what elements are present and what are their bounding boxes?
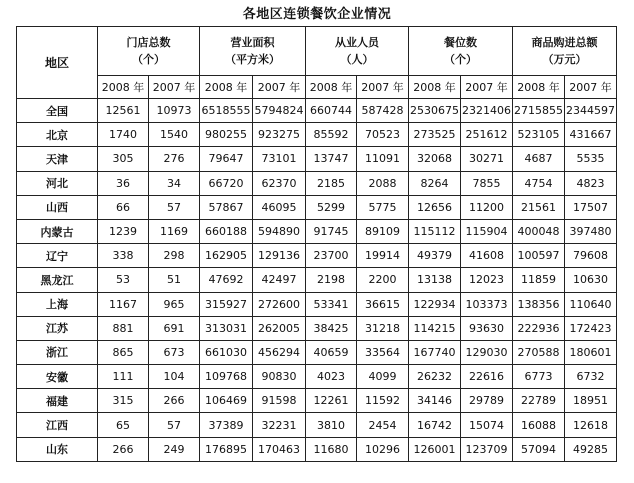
value-cell: 1239 bbox=[98, 219, 149, 243]
value-cell: 315927 bbox=[200, 292, 253, 316]
value-cell: 170463 bbox=[253, 437, 306, 461]
value-cell: 13747 bbox=[306, 147, 357, 171]
header-business-area: 营业面积 （平方米） bbox=[200, 27, 306, 76]
value-cell: 12261 bbox=[306, 389, 357, 413]
year-header: 2008 年 bbox=[98, 76, 149, 99]
table-row bbox=[17, 99, 617, 123]
region-cell: 河北 bbox=[17, 171, 98, 195]
value-cell: 53341 bbox=[306, 292, 357, 316]
value-cell: 2454 bbox=[357, 413, 409, 437]
region-cell: 内蒙古 bbox=[17, 219, 98, 243]
value-cell: 91598 bbox=[253, 389, 306, 413]
year-header: 2007 年 bbox=[357, 76, 409, 99]
value-cell: 10973 bbox=[149, 99, 200, 123]
year-header: 2008 年 bbox=[200, 76, 253, 99]
value-cell: 172423 bbox=[565, 316, 617, 340]
value-cell: 16742 bbox=[409, 413, 461, 437]
value-cell: 65 bbox=[98, 413, 149, 437]
value-cell: 7855 bbox=[461, 171, 513, 195]
table-row bbox=[17, 171, 617, 195]
header-store-count: 门店总数 （个） bbox=[98, 27, 200, 76]
table-row bbox=[17, 268, 617, 292]
value-cell: 126001 bbox=[409, 437, 461, 461]
statistics-table bbox=[16, 26, 617, 462]
value-cell: 100597 bbox=[513, 244, 565, 268]
value-cell: 114215 bbox=[409, 316, 461, 340]
value-cell: 46095 bbox=[253, 195, 306, 219]
value-cell: 115904 bbox=[461, 219, 513, 243]
value-cell: 93630 bbox=[461, 316, 513, 340]
value-cell: 109768 bbox=[200, 365, 253, 389]
value-cell: 660744 bbox=[306, 99, 357, 123]
value-cell: 456294 bbox=[253, 340, 306, 364]
region-cell: 江西 bbox=[17, 413, 98, 437]
value-cell: 2198 bbox=[306, 268, 357, 292]
value-cell: 338 bbox=[98, 244, 149, 268]
year-header: 2008 年 bbox=[306, 76, 357, 99]
value-cell: 40659 bbox=[306, 340, 357, 364]
value-cell: 122934 bbox=[409, 292, 461, 316]
value-cell: 103373 bbox=[461, 292, 513, 316]
value-cell: 6732 bbox=[565, 365, 617, 389]
value-cell: 660188 bbox=[200, 219, 253, 243]
value-cell: 57867 bbox=[200, 195, 253, 219]
value-cell: 57 bbox=[149, 195, 200, 219]
value-cell: 89109 bbox=[357, 219, 409, 243]
value-cell: 3810 bbox=[306, 413, 357, 437]
value-cell: 1540 bbox=[149, 123, 200, 147]
value-cell: 262005 bbox=[253, 316, 306, 340]
value-cell: 661030 bbox=[200, 340, 253, 364]
value-cell: 30271 bbox=[461, 147, 513, 171]
value-cell: 66720 bbox=[200, 171, 253, 195]
value-cell: 176895 bbox=[200, 437, 253, 461]
value-cell: 11091 bbox=[357, 147, 409, 171]
header-seats: 餐位数 （个） bbox=[409, 27, 513, 76]
value-cell: 16088 bbox=[513, 413, 565, 437]
year-header: 2008 年 bbox=[409, 76, 461, 99]
value-cell: 5794824 bbox=[253, 99, 306, 123]
region-cell: 全国 bbox=[17, 99, 98, 123]
value-cell: 6773 bbox=[513, 365, 565, 389]
table-row bbox=[17, 123, 617, 147]
value-cell: 11592 bbox=[357, 389, 409, 413]
value-cell: 1740 bbox=[98, 123, 149, 147]
value-cell: 673 bbox=[149, 340, 200, 364]
value-cell: 273525 bbox=[409, 123, 461, 147]
value-cell: 23700 bbox=[306, 244, 357, 268]
value-cell: 111 bbox=[98, 365, 149, 389]
value-cell: 138356 bbox=[513, 292, 565, 316]
value-cell: 41608 bbox=[461, 244, 513, 268]
value-cell: 12561 bbox=[98, 99, 149, 123]
value-cell: 2530675 bbox=[409, 99, 461, 123]
value-cell: 12618 bbox=[565, 413, 617, 437]
value-cell: 37389 bbox=[200, 413, 253, 437]
year-header: 2007 年 bbox=[565, 76, 617, 99]
value-cell: 62370 bbox=[253, 171, 306, 195]
table-row bbox=[17, 389, 617, 413]
value-cell: 36 bbox=[98, 171, 149, 195]
value-cell: 70523 bbox=[357, 123, 409, 147]
region-cell: 辽宁 bbox=[17, 244, 98, 268]
value-cell: 17507 bbox=[565, 195, 617, 219]
value-cell: 21561 bbox=[513, 195, 565, 219]
value-cell: 22616 bbox=[461, 365, 513, 389]
region-cell: 上海 bbox=[17, 292, 98, 316]
value-cell: 32231 bbox=[253, 413, 306, 437]
header-purchase-total: 商品购进总额 （万元） bbox=[513, 27, 617, 76]
value-cell: 12656 bbox=[409, 195, 461, 219]
value-cell: 73101 bbox=[253, 147, 306, 171]
value-cell: 29789 bbox=[461, 389, 513, 413]
table-row bbox=[17, 292, 617, 316]
header-employees: 从业人员 （人） bbox=[306, 27, 409, 76]
value-cell: 272600 bbox=[253, 292, 306, 316]
value-cell: 42497 bbox=[253, 268, 306, 292]
value-cell: 4823 bbox=[565, 171, 617, 195]
value-cell: 90830 bbox=[253, 365, 306, 389]
value-cell: 397480 bbox=[565, 219, 617, 243]
table-row bbox=[17, 413, 617, 437]
value-cell: 1169 bbox=[149, 219, 200, 243]
value-cell: 115112 bbox=[409, 219, 461, 243]
value-cell: 305 bbox=[98, 147, 149, 171]
value-cell: 2200 bbox=[357, 268, 409, 292]
region-cell: 浙江 bbox=[17, 340, 98, 364]
value-cell: 36615 bbox=[357, 292, 409, 316]
value-cell: 5299 bbox=[306, 195, 357, 219]
value-cell: 22789 bbox=[513, 389, 565, 413]
value-cell: 2715855 bbox=[513, 99, 565, 123]
value-cell: 276 bbox=[149, 147, 200, 171]
region-cell: 天津 bbox=[17, 147, 98, 171]
value-cell: 315 bbox=[98, 389, 149, 413]
value-cell: 523105 bbox=[513, 123, 565, 147]
value-cell: 5535 bbox=[565, 147, 617, 171]
table-row bbox=[17, 219, 617, 243]
value-cell: 106469 bbox=[200, 389, 253, 413]
value-cell: 49285 bbox=[565, 437, 617, 461]
value-cell: 162905 bbox=[200, 244, 253, 268]
value-cell: 180601 bbox=[565, 340, 617, 364]
value-cell: 266 bbox=[149, 389, 200, 413]
value-cell: 13138 bbox=[409, 268, 461, 292]
value-cell: 34 bbox=[149, 171, 200, 195]
value-cell: 691 bbox=[149, 316, 200, 340]
table-title: 各地区连锁餐饮企业情况 bbox=[242, 7, 392, 22]
value-cell: 4687 bbox=[513, 147, 565, 171]
value-cell: 222936 bbox=[513, 316, 565, 340]
value-cell: 47692 bbox=[200, 268, 253, 292]
value-cell: 129030 bbox=[461, 340, 513, 364]
value-cell: 104 bbox=[149, 365, 200, 389]
region-header: 地区 bbox=[17, 27, 98, 99]
value-cell: 110640 bbox=[565, 292, 617, 316]
value-cell: 49379 bbox=[409, 244, 461, 268]
table-row bbox=[17, 195, 617, 219]
value-cell: 881 bbox=[98, 316, 149, 340]
value-cell: 965 bbox=[149, 292, 200, 316]
value-cell: 53 bbox=[98, 268, 149, 292]
value-cell: 4099 bbox=[357, 365, 409, 389]
value-cell: 123709 bbox=[461, 437, 513, 461]
value-cell: 11859 bbox=[513, 268, 565, 292]
value-cell: 32068 bbox=[409, 147, 461, 171]
value-cell: 980255 bbox=[200, 123, 253, 147]
value-cell: 5775 bbox=[357, 195, 409, 219]
table-row bbox=[17, 437, 617, 461]
value-cell: 11200 bbox=[461, 195, 513, 219]
value-cell: 79608 bbox=[565, 244, 617, 268]
value-cell: 2185 bbox=[306, 171, 357, 195]
value-cell: 34146 bbox=[409, 389, 461, 413]
table-row bbox=[17, 365, 617, 389]
value-cell: 2344597 bbox=[565, 99, 617, 123]
value-cell: 66 bbox=[98, 195, 149, 219]
year-header: 2007 年 bbox=[253, 76, 306, 99]
year-header: 2007 年 bbox=[461, 76, 513, 99]
year-header: 2008 年 bbox=[513, 76, 565, 99]
value-cell: 251612 bbox=[461, 123, 513, 147]
region-cell: 江苏 bbox=[17, 316, 98, 340]
region-cell: 山东 bbox=[17, 437, 98, 461]
value-cell: 12023 bbox=[461, 268, 513, 292]
table-row bbox=[17, 340, 617, 364]
value-cell: 1167 bbox=[98, 292, 149, 316]
year-header: 2007 年 bbox=[149, 76, 200, 99]
value-cell: 33564 bbox=[357, 340, 409, 364]
value-cell: 270588 bbox=[513, 340, 565, 364]
region-cell: 北京 bbox=[17, 123, 98, 147]
table-row bbox=[17, 316, 617, 340]
value-cell: 266 bbox=[98, 437, 149, 461]
value-cell: 4023 bbox=[306, 365, 357, 389]
value-cell: 57 bbox=[149, 413, 200, 437]
value-cell: 2321406 bbox=[461, 99, 513, 123]
value-cell: 8264 bbox=[409, 171, 461, 195]
value-cell: 313031 bbox=[200, 316, 253, 340]
value-cell: 15074 bbox=[461, 413, 513, 437]
region-cell: 黑龙江 bbox=[17, 268, 98, 292]
value-cell: 11680 bbox=[306, 437, 357, 461]
value-cell: 85592 bbox=[306, 123, 357, 147]
value-cell: 587428 bbox=[357, 99, 409, 123]
value-cell: 18951 bbox=[565, 389, 617, 413]
value-cell: 400048 bbox=[513, 219, 565, 243]
region-cell: 福建 bbox=[17, 389, 98, 413]
value-cell: 19914 bbox=[357, 244, 409, 268]
region-cell: 山西 bbox=[17, 195, 98, 219]
value-cell: 594890 bbox=[253, 219, 306, 243]
value-cell: 10296 bbox=[357, 437, 409, 461]
value-cell: 26232 bbox=[409, 365, 461, 389]
value-cell: 38425 bbox=[306, 316, 357, 340]
value-cell: 79647 bbox=[200, 147, 253, 171]
value-cell: 923275 bbox=[253, 123, 306, 147]
value-cell: 57094 bbox=[513, 437, 565, 461]
table-row bbox=[17, 147, 617, 171]
value-cell: 91745 bbox=[306, 219, 357, 243]
value-cell: 6518555 bbox=[200, 99, 253, 123]
value-cell: 865 bbox=[98, 340, 149, 364]
value-cell: 431667 bbox=[565, 123, 617, 147]
value-cell: 10630 bbox=[565, 268, 617, 292]
value-cell: 31218 bbox=[357, 316, 409, 340]
value-cell: 298 bbox=[149, 244, 200, 268]
value-cell: 4754 bbox=[513, 171, 565, 195]
value-cell: 129136 bbox=[253, 244, 306, 268]
value-cell: 167740 bbox=[409, 340, 461, 364]
value-cell: 2088 bbox=[357, 171, 409, 195]
region-cell: 安徽 bbox=[17, 365, 98, 389]
value-cell: 51 bbox=[149, 268, 200, 292]
value-cell: 249 bbox=[149, 437, 200, 461]
table-body bbox=[17, 99, 617, 462]
table-row bbox=[17, 244, 617, 268]
